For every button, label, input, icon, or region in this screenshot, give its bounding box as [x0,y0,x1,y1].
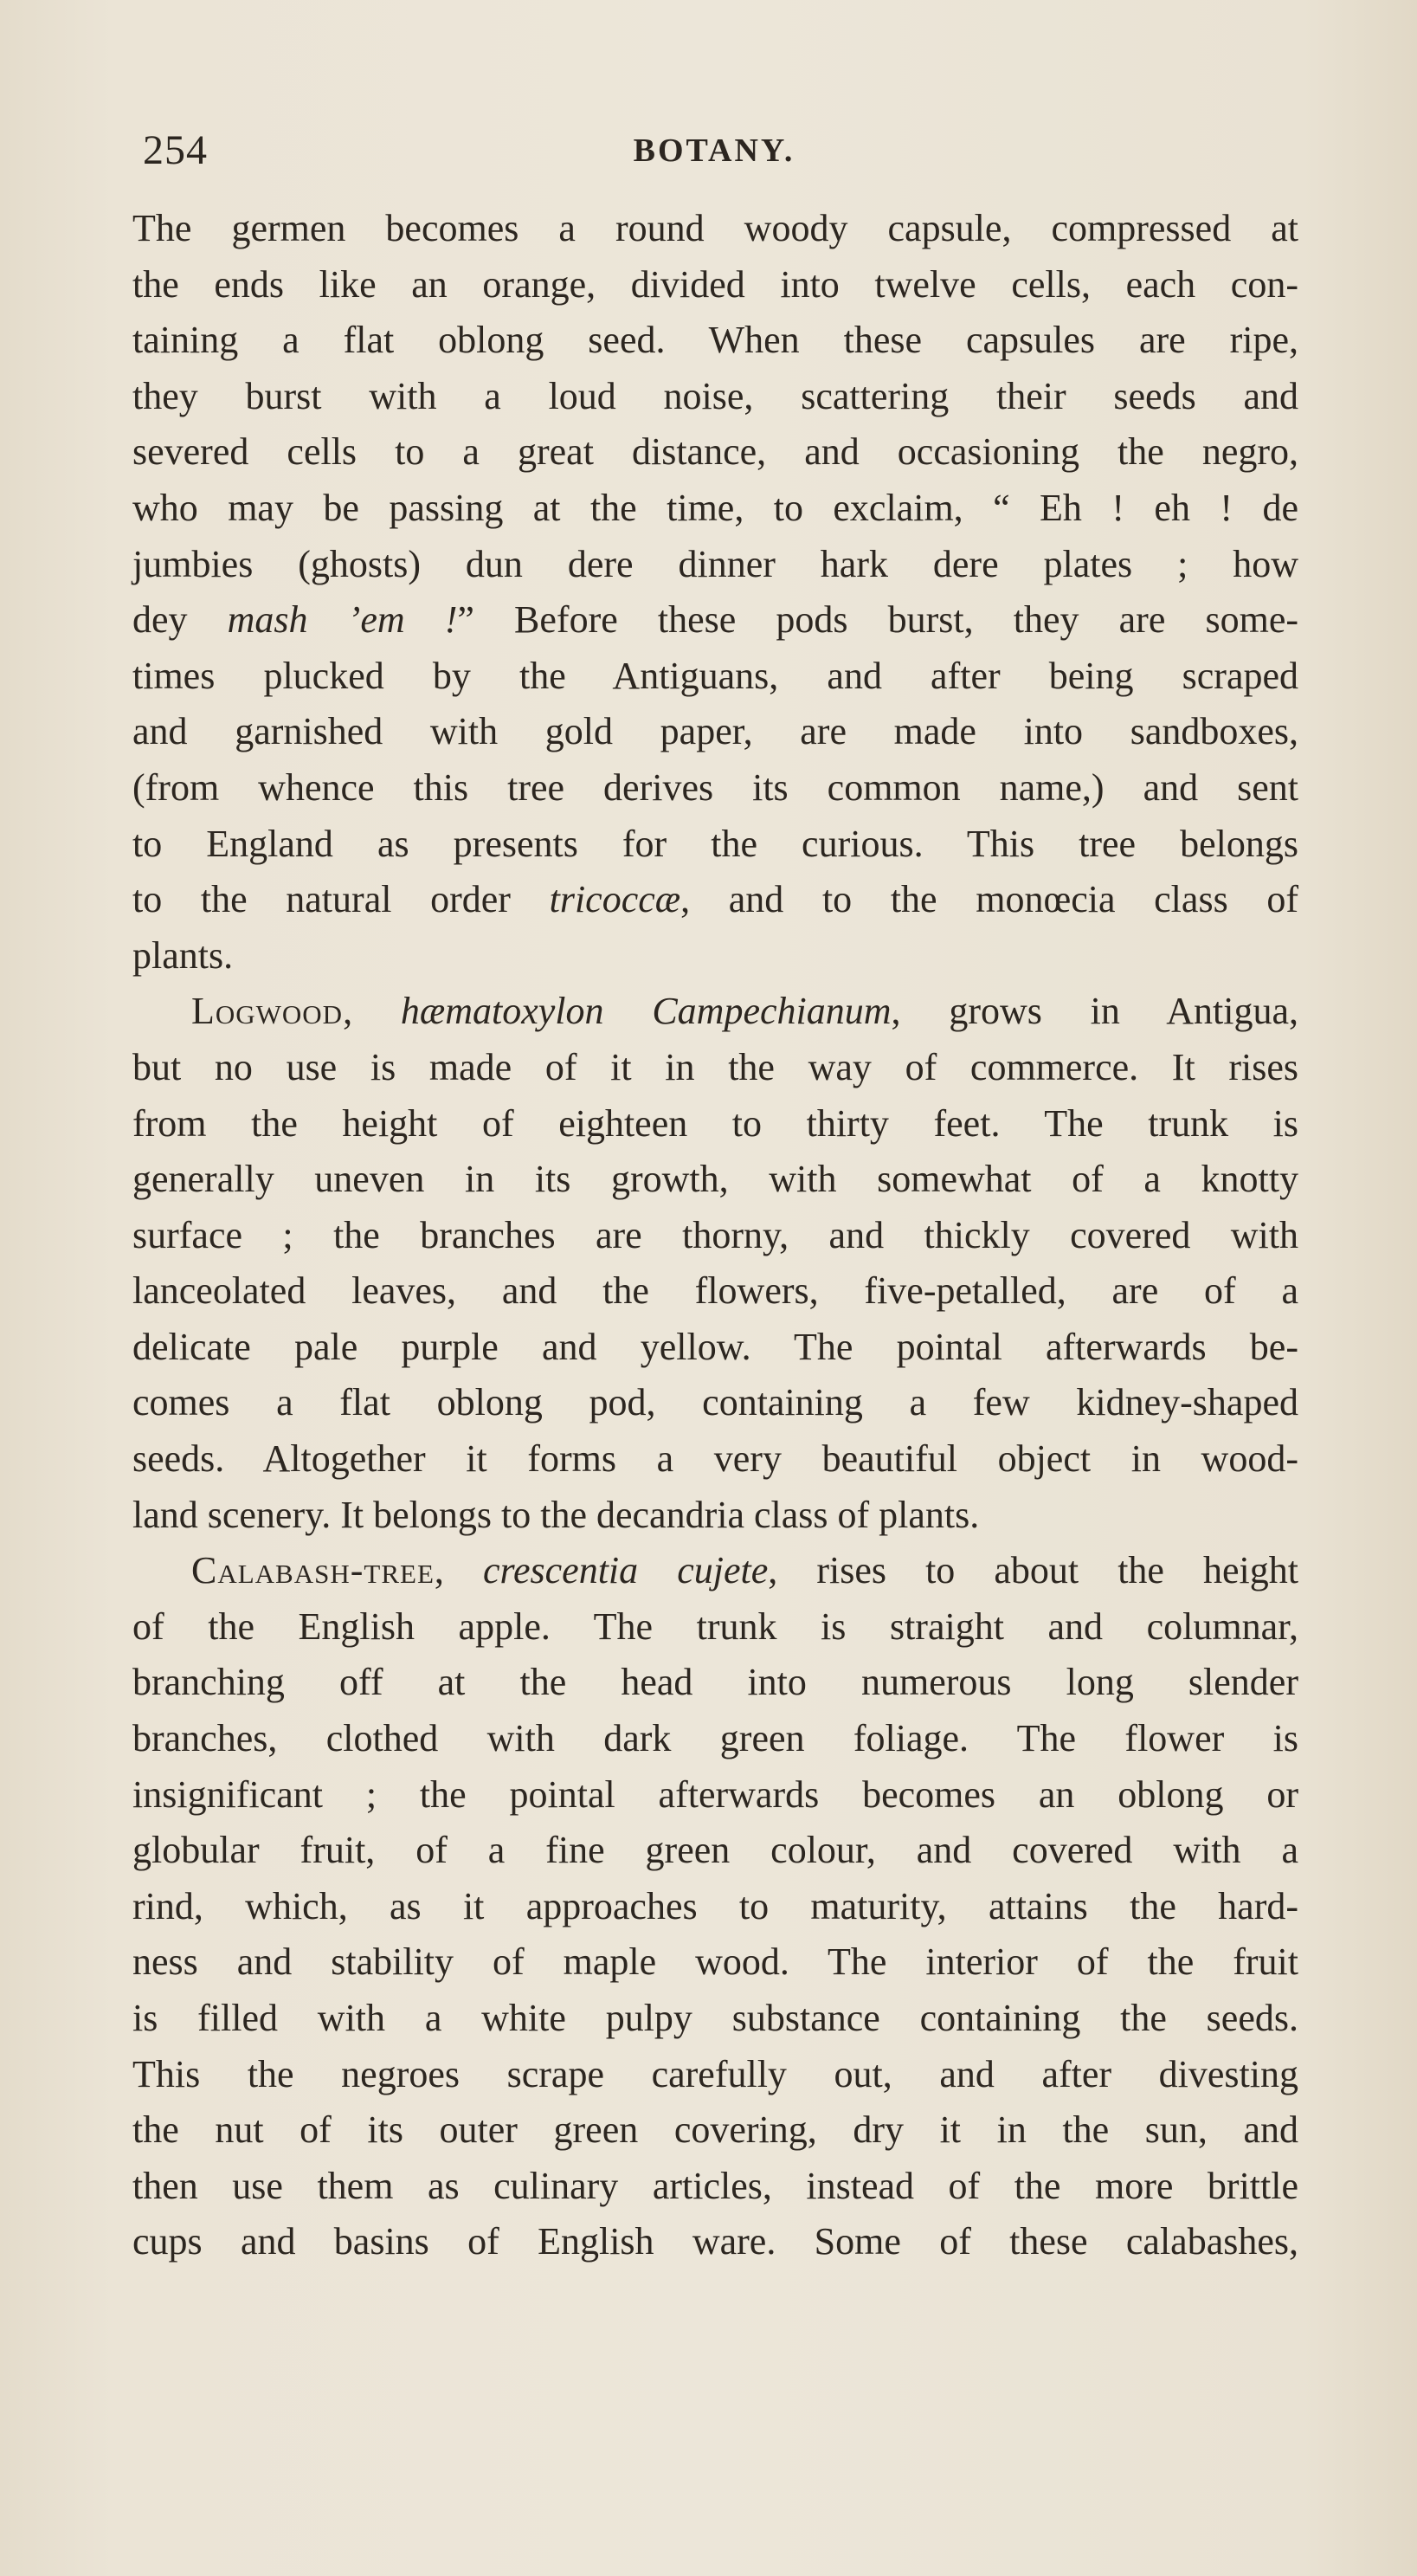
text-run: , and to the monœcia class of [680,878,1298,921]
text-line: jumbies (ghosts) dun dere dinner hark dere plates ; how [132,542,1298,585]
text-run: , rises to about the height [768,1549,1298,1592]
text-line: but no use is made of it in the way of commerce. It rises [132,1045,1298,1088]
entry-term: Calabash-tree [191,1549,435,1592]
text-line: of the English apple. The trunk is straight and columnar, [132,1604,1298,1648]
text-line: lanceolated leaves, and the flowers, five-petalled, are of a [132,1269,1298,1313]
text-line: the ends like an orange, divided into twelve cells, each con- [132,262,1298,306]
text-line: branches, clothed with dark green foliage. The flower is [132,1717,1298,1760]
body-text [132,201,1298,2270]
text-run: , [343,990,401,1033]
entry-term: Logwood [191,990,344,1033]
running-head: BOTANY. [633,132,795,169]
text-line: comes a flat oblong pod, containing a few kidney-shaped [132,1381,1298,1424]
latin-name: hæmatoxylon Campechianum [400,990,892,1033]
text-run: ” Before these pods burst, they are some- [457,598,1299,642]
text-line: rind, which, as it approaches to maturity, attains the hard- [132,1884,1298,1927]
text-line: insignificant ; the pointal afterwards becomes an oblong or [132,1772,1298,1816]
text-line: (from whence this tree derives its common name,) and sent [132,765,1298,809]
text-line: and garnished with gold paper, are made into sandboxes, [132,710,1298,753]
text-line [132,984,1298,1040]
text-line: plants. [132,933,234,977]
italic-term: tricoccæ [549,878,681,921]
text-run: dey [132,598,228,642]
text-run: , grows in Antigua, [891,990,1299,1033]
text-line: The germen becomes a round woody capsule, compressed at [132,207,1298,249]
text-line: generally uneven in its growth, with somewhat of a knotty [132,1158,1298,1201]
text-line: taining a flat oblong seed. When these capsules are ripe, [132,319,1298,362]
text-line: branching off at the head into numerous long slender [132,1661,1298,1704]
paragraph-sandbox-tree [132,201,1298,984]
text-line: land scenery. It belongs to the decandria class of plants. [132,1493,980,1536]
text-line [132,592,1298,649]
text-line: times plucked by the Antiguans, and after being scraped [132,654,1298,697]
text-line: then use them as culinary articles, instead of the more brittle [132,2164,1298,2207]
text-line: cups and basins of English ware. Some of these calabashes, [132,2220,1298,2263]
text-line: who may be passing at the time, to exclaim, “ Eh ! eh ! de [132,486,1298,529]
text-line: to England as presents for the curious. This tree belongs [132,822,1298,865]
text-line [132,1543,1298,1599]
text-line: from the height of eighteen to thirty feet. The trunk is [132,1101,1298,1145]
text-line: they burst with a loud noise, scattering their seeds and [132,374,1298,417]
text-run: , [434,1549,483,1592]
text-line: delicate pale purple and yellow. The pointal afterwards be- [132,1325,1298,1368]
page-header [143,123,1285,178]
page-number: 254 [143,127,208,173]
paragraph-logwood [132,984,1298,1543]
text-line: is filled with a white pulpy substance containing the seeds. [132,1997,1298,2039]
text-line: surface ; the branches are thorny, and thickly covered with [132,1213,1298,1256]
text-line [132,872,1298,928]
text-line: seeds. Altogether it forms a very beautiful object in wood- [132,1437,1298,1481]
text-line: the nut of its outer green covering, dry it in the sun, and [132,2108,1298,2152]
text-line: This the negroes scrape carefully out, and after divesting [132,2052,1298,2095]
text-line: severed cells to a great distance, and occasioning the negro, [132,430,1298,474]
latin-name: crescentia cujete [482,1549,769,1592]
italic-quote: mash ’em ! [227,598,458,642]
text-line: globular fruit, of a fine green colour, and covered with a [132,1829,1298,1872]
text-line: ness and stability of maple wood. The interior of the fruit [132,1940,1298,1984]
text-run: to the natural order [132,878,550,921]
paragraph-calabash-tree [132,1543,1298,2270]
